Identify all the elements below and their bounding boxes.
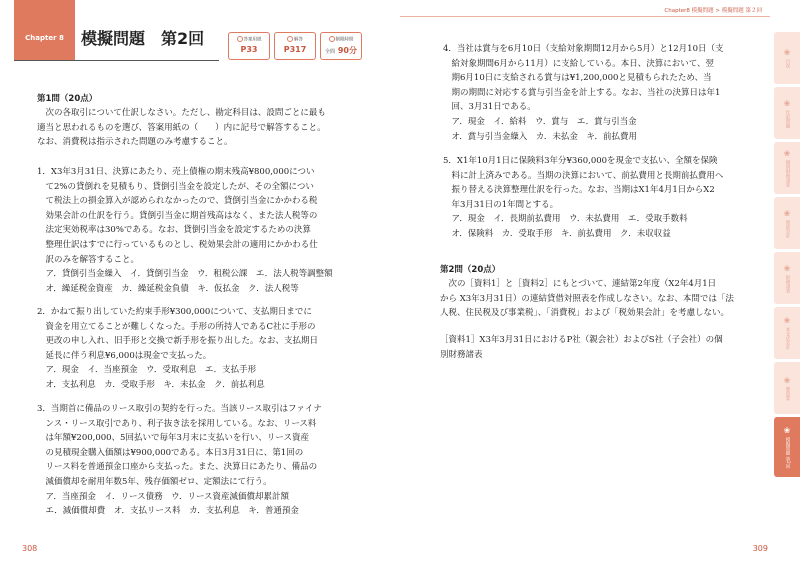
paw-icon: ❀ xyxy=(783,425,791,435)
question-4 xyxy=(443,42,724,144)
text-line: 更改の申し入れ、旧手形と交換で新手形を振り出した。なお、支払期日 xyxy=(37,336,319,347)
text-line: 3．当期首に備品のリース取引の契約を行った。当該リース取引はファイナ xyxy=(37,404,322,414)
text-line: の見積現金購入価額は¥900,000である。本日3月31日に、第1回の xyxy=(37,447,304,458)
text-line: 延長に伴う利息¥6,000は現金で支払った。 xyxy=(37,350,212,361)
text-line: 整理仕訳はすでに行っているものとし、税効果会計の適用にかかわる仕 xyxy=(37,239,318,250)
text-line: 1．X3年3月31日、決算にあたり、売上債権の期末残高¥800,000につい xyxy=(37,167,315,177)
info-box-answer-sheet xyxy=(228,32,270,60)
side-tab-label: 財務諸表 xyxy=(785,274,790,293)
text-line: 減価償却を耐用年数5年、残存価額ゼロ、定額法にて行う。 xyxy=(37,476,272,487)
info-label: 答案用紙 xyxy=(243,37,262,43)
answer-options: ア．貸倒引当金繰入 イ．貸倒引当金 ウ．租税公課 エ．法人税等調整額 xyxy=(37,269,333,280)
info-label: 解答 xyxy=(294,37,303,43)
q2-intro xyxy=(440,277,734,321)
paw-icon: ❀ xyxy=(783,375,791,385)
breadcrumb-divider xyxy=(400,16,770,17)
clock-icon xyxy=(329,36,335,42)
text-line: 法定実効税率は30%である。なお、貸倒引当金を設定するための決算 xyxy=(37,225,311,236)
paw-icon: ❀ xyxy=(783,316,791,326)
side-tab-branch[interactable] xyxy=(774,307,800,359)
side-tab-individual-fs[interactable] xyxy=(774,142,800,194)
answer-options: ア．現金 イ．当座預金 ウ．受取利息 エ．支払手形 xyxy=(37,365,257,376)
side-tab-label: 製造業 xyxy=(785,386,790,401)
text-line: て2%の貸倒れを見積もり、貸倒引当金を設定したが、その全額につい xyxy=(37,181,314,192)
side-tab-consolidated[interactable] xyxy=(774,197,800,249)
text-line: ［資料1］X3年3月31日におけるP社（親会社）およびS社（子会社）の個 xyxy=(440,335,723,345)
text-line: 効果会計の仕訳を行う。貸倒引当金に期首残高はなく、また法人税等の xyxy=(37,210,318,221)
paw-icon: ❀ xyxy=(783,48,791,57)
side-tab-label: 連結会計 xyxy=(785,219,790,238)
side-tab-label: 模擬問題 第2回 xyxy=(785,436,790,469)
question-2 xyxy=(37,305,318,393)
side-tab-financial-statements[interactable] xyxy=(774,252,800,304)
paw-icon: ❀ xyxy=(783,263,791,273)
info-value-prefix: 全問 xyxy=(325,48,336,55)
answer-options: ア．現金 イ．長期前払費用 ウ．未払費用 エ．受取手数料 xyxy=(443,214,688,225)
answer-options: ア．現金 イ．給料 ウ．賞与 エ．賞与引当金 xyxy=(443,116,637,127)
answer-options: オ．支払利息 カ．受取手形 キ．未払金 ク．前払利息 xyxy=(37,379,265,390)
page-number-right: 309 xyxy=(752,544,768,553)
q2-heading: 第2問（20点） xyxy=(440,265,501,275)
question-5 xyxy=(443,154,723,242)
side-tab-label: 本支店会計 xyxy=(785,327,790,350)
question-1 xyxy=(37,165,333,296)
info-label: 制限時間 xyxy=(335,37,354,43)
info-value: 90分 xyxy=(337,45,357,55)
text-line: 回、3月31日である。 xyxy=(443,102,536,113)
text-line: ンス・リース取引であり、利子抜き法を採用している。なお、リース料 xyxy=(37,418,317,429)
text-line: 資金を用立てることが難しくなった。手形の所持人であるC社に手形の xyxy=(37,321,316,332)
text-line: 適当と思われるものを選び、答案用紙の（ ）内に記号で解答すること。 xyxy=(37,122,326,133)
text-line: 年3月31日の1年間とする。 xyxy=(443,199,559,210)
side-tab-journal[interactable] xyxy=(774,87,800,139)
text-line: 別財務諸表 xyxy=(440,349,483,360)
answer-sheet-icon xyxy=(237,36,243,42)
page-number-left: 308 xyxy=(22,544,38,553)
text-line: リース料を普通預金口座から支払った。また、決算日にあたり、備品の xyxy=(37,462,318,473)
text-line: 2．かねて振り出していた約束手形¥300,000について、支払期日までに xyxy=(37,307,312,317)
text-line: 次の各取引について仕訳しなさい。ただし、勘定科目は、設問ごとに最も xyxy=(37,108,326,118)
text-line: 給対象期間6月から11月）に支給している。本日、決算において、翌 xyxy=(443,58,715,69)
paw-icon: ❀ xyxy=(783,98,791,108)
side-tab-mock-exam-2[interactable] xyxy=(774,417,800,477)
info-box-time-limit xyxy=(320,32,362,60)
side-index-tabs xyxy=(774,32,800,480)
text-line: て税法上の損金算入が認められなかったので、貸倒引当金にかかわる税 xyxy=(37,196,318,207)
text-line: 次の［資料1］と［資料2］にもとづいて、連結第2年度（X2年4月1日 xyxy=(440,279,717,289)
paw-icon: ❀ xyxy=(783,149,791,158)
question-3 xyxy=(37,402,322,519)
answer-options: オ．賞与引当金繰入 カ．未払金 キ．前払費用 xyxy=(443,131,638,142)
text-line: 料に計上済みである。当期の決算において、前払費用と長期前払費用へ xyxy=(443,170,724,181)
material-1-title xyxy=(440,333,723,362)
text-line: 期6月10日に支給される賞与は¥1,200,000と見積もられたため、当 xyxy=(443,73,712,84)
chapter-tab: Chapter 8 xyxy=(14,0,75,60)
text-line: 訳のみを解答すること。 xyxy=(37,254,140,265)
page-title-block xyxy=(81,26,204,49)
side-tab-contents[interactable] xyxy=(774,32,800,84)
side-tab-label: 仕訳問題 xyxy=(785,109,790,128)
answer-options: オ．保険料 カ．受取手形 キ．前払費用 ク．未収収益 xyxy=(443,228,671,239)
text-line: 期の期間に対応する賞与引当金を計上する。なお、当社の決算日は年1 xyxy=(443,87,721,98)
side-tab-label: 目次 xyxy=(785,59,790,68)
info-value: P33 xyxy=(240,44,258,54)
info-value: P317 xyxy=(283,44,307,54)
page-title: 模擬問題 第2回 xyxy=(81,29,205,48)
paw-icon: ❀ xyxy=(783,208,791,218)
answer-options: エ．減価償却費 オ．支払リース料 カ．支払利息 キ．普通預金 xyxy=(37,506,299,517)
info-box-answer xyxy=(274,32,316,60)
text-line: 振り替える決算整理仕訳を行った。なお、当期はX1年4月1日からX2 xyxy=(443,185,715,196)
right-page xyxy=(400,0,800,567)
text-line: 人税、住民税及び事業税」、「消費税」および「税効果会計」を考慮しない。 xyxy=(440,308,730,319)
answer-options: オ．繰延税金資産 カ．繰延税金負債 キ．仮払金 ク．法人税等 xyxy=(37,283,299,294)
text-line: は年額¥200,000、5回払いで毎年3月末に支払いを行い、リース資産 xyxy=(37,433,309,444)
side-tab-manufacturing[interactable] xyxy=(774,362,800,414)
answer-icon xyxy=(287,36,293,42)
title-underline xyxy=(14,60,219,61)
text-line: 4．当社は賞与を6月10日（支給対象期間12月から5月）と12月10日（支 xyxy=(443,44,724,54)
text-line: から X3年3月31日）の連結貸借対照表を作成しなさい。なお、本問では「法 xyxy=(440,293,734,304)
text-line: 5．X1年10月1日に保険料3年分¥360,000を現金で支払い、全額を保険 xyxy=(443,156,718,166)
q1-heading: 第1問（20点） xyxy=(37,94,98,104)
breadcrumb: Chapter8 模擬問題 > 模擬問題 第２回 xyxy=(664,8,762,14)
text-line: なお、消費税は指示された問題のみ考慮すること。 xyxy=(37,137,233,148)
q1-intro xyxy=(37,106,326,150)
answer-options: ア．当座預金 イ．リース債務 ウ．リース資産減価償却累計額 xyxy=(37,491,290,502)
side-tab-label: 個別財務諸表 xyxy=(785,160,790,187)
